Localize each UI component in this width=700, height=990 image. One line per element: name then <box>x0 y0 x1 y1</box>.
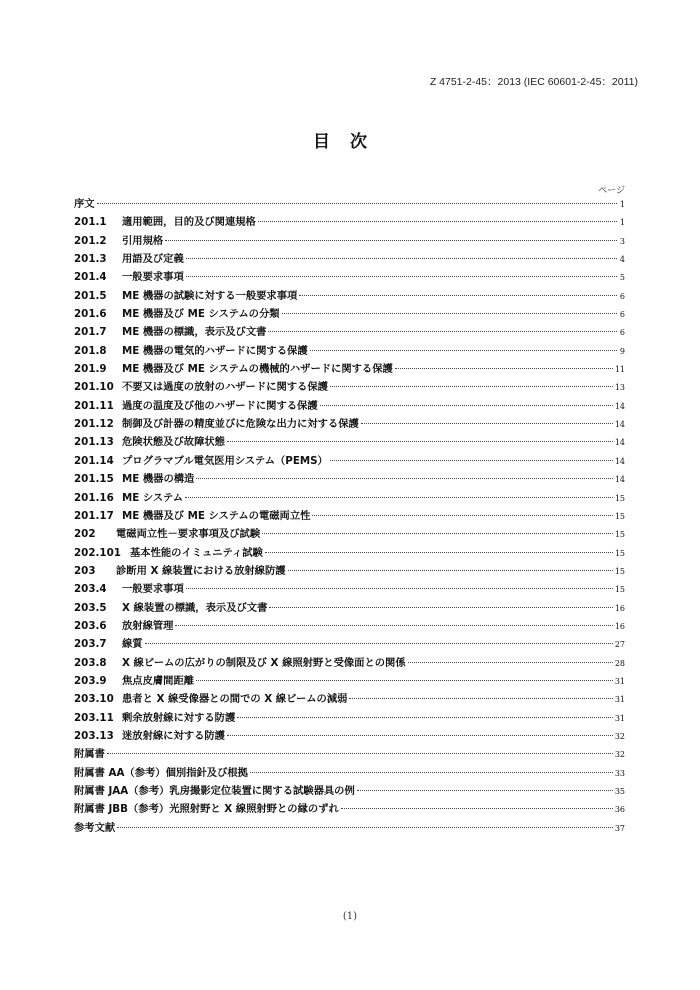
toc-entry-title: 不要又は過度の放射のハザードに関する保護 <box>122 381 328 394</box>
toc-entry-title: プログラマブル電気医用システム（PEMS） <box>122 454 328 467</box>
toc-entry-title: 放射線管理 <box>122 619 174 632</box>
page-number-footer: (1) <box>342 911 358 922</box>
toc-entry[interactable] <box>74 489 625 507</box>
toc-entry-title: ME システム <box>122 491 184 504</box>
dot-leader <box>196 679 613 681</box>
toc-entry[interactable] <box>74 305 625 323</box>
toc-entry[interactable] <box>74 599 625 617</box>
toc-entry-page: 1 <box>619 218 625 228</box>
dot-leader <box>265 551 613 553</box>
toc-entry-title: 用語及び定義 <box>122 253 184 266</box>
toc-entry-title: 危険状態及び故障状態 <box>122 436 225 449</box>
dot-leader <box>361 422 613 424</box>
toc-entry-page: 3 <box>619 236 625 246</box>
toc-entry-page: 15 <box>614 566 625 576</box>
toc-entry-page: 16 <box>614 603 625 613</box>
toc-entry-number: 201.8 <box>74 344 107 357</box>
toc-entry-title: 基本性能のイミュニティ試験 <box>130 546 263 559</box>
dot-leader <box>97 202 617 204</box>
toc-entry-number: 201.4 <box>74 271 107 284</box>
toc-entry-title: ME 機器及び ME システムの機械的ハザードに関する保護 <box>122 363 393 376</box>
toc-entry[interactable] <box>74 617 625 635</box>
dot-leader <box>186 587 613 589</box>
toc-entry[interactable] <box>74 525 625 543</box>
dot-leader <box>186 257 617 259</box>
dot-leader <box>269 606 612 608</box>
toc-entry-page: 11 <box>614 365 625 375</box>
toc-entry-title: X 線装置の標識，表示及び文書 <box>122 601 268 614</box>
toc-entry-number: 201.5 <box>74 289 107 302</box>
toc-entry-page: 9 <box>619 346 625 356</box>
dot-leader <box>227 440 613 442</box>
dot-leader <box>330 385 613 387</box>
dot-leader <box>227 734 613 736</box>
toc-entry-title: ME 機器の構造 <box>122 473 195 486</box>
toc-entry[interactable] <box>74 727 625 745</box>
toc-entry-title: 附属書 AA（参考）個別指針及び根拠 <box>74 766 248 779</box>
dot-leader <box>310 349 617 351</box>
toc-entry-number: 201.7 <box>74 326 107 339</box>
page-title: 目次 <box>313 132 387 152</box>
toc-entry[interactable] <box>74 213 625 231</box>
toc-entry[interactable] <box>74 415 625 433</box>
toc-entry-page: 14 <box>614 401 625 411</box>
toc-entry[interactable] <box>74 635 625 653</box>
toc-entry-page: 14 <box>614 420 625 430</box>
toc-entry-title: 過度の温度及び他のハザードに関する保護 <box>122 399 318 412</box>
toc-entry-page: 14 <box>614 456 625 466</box>
toc-entry-number: 201.15 <box>74 473 114 486</box>
toc-entry-number: 203.13 <box>74 729 114 742</box>
dot-leader <box>117 826 613 828</box>
toc-entry-number: 203.7 <box>74 638 107 651</box>
toc-entry[interactable] <box>74 452 625 470</box>
toc-entry-title: 制御及び計器の精度並びに危険な出力に対する保護 <box>122 418 359 431</box>
dot-leader <box>145 642 613 644</box>
toc-entry-number: 201.16 <box>74 491 114 504</box>
toc-entry-page: 15 <box>614 548 625 558</box>
toc-entry-page: 36 <box>614 805 625 815</box>
toc-entry[interactable] <box>74 580 625 598</box>
toc-entry-page: 15 <box>614 511 625 521</box>
toc-entry-number: 202 <box>74 528 96 541</box>
dot-leader <box>349 697 612 699</box>
toc-entry-page: 31 <box>614 676 625 686</box>
toc-entry-page: 16 <box>614 621 625 631</box>
toc-entry-page: 27 <box>614 640 625 650</box>
toc-entry-number: 203.4 <box>74 583 107 596</box>
toc-entry-number: 201.6 <box>74 308 107 321</box>
toc-entry[interactable] <box>74 764 625 782</box>
toc-entry-title: ME 機器及び ME システムの分類 <box>122 308 280 321</box>
toc-entry[interactable] <box>74 654 625 672</box>
toc-entry-page: 14 <box>614 438 625 448</box>
toc-entry-page: 5 <box>619 273 625 283</box>
dot-leader <box>288 569 613 571</box>
dot-leader <box>185 496 613 498</box>
toc-entry[interactable] <box>74 800 625 818</box>
dot-leader <box>268 330 617 332</box>
toc-entry-title: ME 機器の電気的ハザードに関する保護 <box>122 344 308 357</box>
toc-entry-page: 6 <box>619 291 625 301</box>
toc-entry-title: 附属書 JAA（参考）乳房撮影定位装置に関する試験器具の例 <box>74 785 355 797</box>
toc-entry[interactable] <box>74 378 625 396</box>
toc-entry-title: 焦点皮膚間距離 <box>122 674 195 687</box>
toc-entry-page: 32 <box>614 731 625 741</box>
toc-entry[interactable] <box>74 470 625 488</box>
toc-entry-title: X 線ビームの広がりの制限及び X 線照射野と受像面との関係 <box>122 656 406 669</box>
toc-entry-page: 15 <box>614 530 625 540</box>
toc-entry-title: 附属書 JBB（参考）光照射野と X 線照射野との縁のずれ <box>74 803 339 816</box>
toc-entry[interactable] <box>74 342 625 360</box>
toc-entry-number: 203.8 <box>74 656 107 669</box>
toc-entry[interactable] <box>74 709 625 727</box>
toc-entry[interactable] <box>74 562 625 580</box>
toc-entry-number: 203 <box>74 564 96 577</box>
toc-entry-page: 37 <box>614 823 625 833</box>
toc-entry[interactable] <box>74 507 625 525</box>
toc-entry-number: 201.10 <box>74 381 114 394</box>
toc-entry-page: 28 <box>614 658 625 668</box>
toc-entry-page: 33 <box>614 768 625 778</box>
toc-entry-page: 14 <box>614 475 625 485</box>
toc-entry-title: 序文 <box>74 198 95 210</box>
toc-entry[interactable] <box>74 433 625 451</box>
toc-entry[interactable] <box>74 323 625 341</box>
dot-leader <box>250 771 613 773</box>
toc-entry-number: 201.1 <box>74 216 107 229</box>
dot-leader <box>165 239 617 241</box>
toc-entry-title: 剰余放射線に対する防護 <box>122 711 236 724</box>
toc-entry[interactable] <box>74 268 625 286</box>
toc-entry[interactable] <box>74 397 625 415</box>
toc-entry-page: 13 <box>614 383 625 393</box>
dot-leader <box>408 661 613 663</box>
toc-entry-number: 201.3 <box>74 253 107 266</box>
dot-leader <box>175 624 612 626</box>
toc-entry-title: ME 機器の試験に対する一般要求事項 <box>122 289 298 302</box>
toc-entry-title: 患者と X 線受像器との間での X 線ビームの減弱 <box>122 693 348 706</box>
toc-entry[interactable] <box>74 360 625 378</box>
dot-leader <box>262 532 613 534</box>
dot-leader <box>341 807 613 809</box>
dot-leader <box>312 514 612 516</box>
toc-entry-title: 一般要求事項 <box>122 583 184 596</box>
toc-entry-number: 201.12 <box>74 418 114 431</box>
page-column-label: ページ <box>598 186 625 196</box>
dot-leader <box>282 312 617 314</box>
toc-entry-title: 引用規格 <box>122 234 164 247</box>
toc-entry-number: 201.11 <box>74 399 114 412</box>
toc-entry-page: 6 <box>619 310 625 320</box>
toc-entry-title: 電磁両立性－要求事項及び試験 <box>116 528 261 541</box>
toc-entry-title: 附属書 <box>74 748 105 761</box>
toc-entry[interactable] <box>74 782 625 800</box>
toc-entry[interactable] <box>74 232 625 250</box>
toc-entry[interactable] <box>74 195 625 213</box>
toc-entry-number: 203.6 <box>74 619 107 632</box>
dot-leader <box>196 477 612 479</box>
toc-entry[interactable] <box>74 819 625 837</box>
toc-entry-title: 線質 <box>122 638 143 651</box>
toc-entry-number: 202.101 <box>74 546 121 559</box>
toc-entry-page: 35 <box>614 787 625 796</box>
toc-entry-number: 203.5 <box>74 601 107 614</box>
toc-entry-title: ME 機器及び ME システムの電磁両立性 <box>122 509 311 522</box>
toc-entry-page: 15 <box>614 585 625 595</box>
document-reference: Z 4751-2-45：2013 (IEC 60601-2-45：2011) <box>429 76 638 88</box>
toc-entry-title: 参考文献 <box>74 821 116 834</box>
dot-leader <box>357 789 613 791</box>
toc-entry-number: 203.10 <box>74 693 114 706</box>
dot-leader <box>320 404 613 406</box>
toc-entry-title: 診断用 X 線装置における放射線防護 <box>116 564 286 577</box>
toc-entry-page: 1 <box>619 200 625 209</box>
toc-entry[interactable] <box>74 544 625 562</box>
dot-leader <box>299 294 617 296</box>
toc-entry-title: 一般要求事項 <box>122 271 184 284</box>
toc-entry-number: 203.11 <box>74 711 114 724</box>
toc-entry-number: 203.9 <box>74 674 107 687</box>
toc-entry-number: 201.9 <box>74 363 107 376</box>
dot-leader <box>186 275 617 277</box>
toc-entry-page: 32 <box>614 750 625 760</box>
toc-entry-page: 6 <box>619 328 625 338</box>
dot-leader <box>258 220 617 222</box>
toc-entry-title: 適用範囲，目的及び関連規格 <box>122 216 256 229</box>
dot-leader <box>330 459 613 461</box>
table-of-contents <box>74 195 625 837</box>
toc-entry-page: 31 <box>614 695 625 705</box>
toc-entry[interactable] <box>74 250 625 268</box>
toc-entry-number: 201.14 <box>74 454 114 467</box>
toc-entry-title: 迷放射線に対する防護 <box>122 729 225 742</box>
toc-entry[interactable] <box>74 745 625 763</box>
toc-entry[interactable] <box>74 287 625 305</box>
toc-entry-page: 31 <box>614 713 625 723</box>
toc-entry-page: 15 <box>614 493 625 503</box>
toc-entry-number: 201.17 <box>74 509 114 522</box>
dot-leader <box>107 752 613 754</box>
toc-entry[interactable] <box>74 672 625 690</box>
toc-entry-number: 201.13 <box>74 436 114 449</box>
toc-entry[interactable] <box>74 690 625 708</box>
dot-leader <box>237 716 613 718</box>
toc-entry-page: 4 <box>619 255 625 265</box>
toc-entry-number: 201.2 <box>74 234 107 247</box>
dot-leader <box>395 367 613 369</box>
toc-entry-title: ME 機器の標識，表示及び文書 <box>122 326 267 339</box>
